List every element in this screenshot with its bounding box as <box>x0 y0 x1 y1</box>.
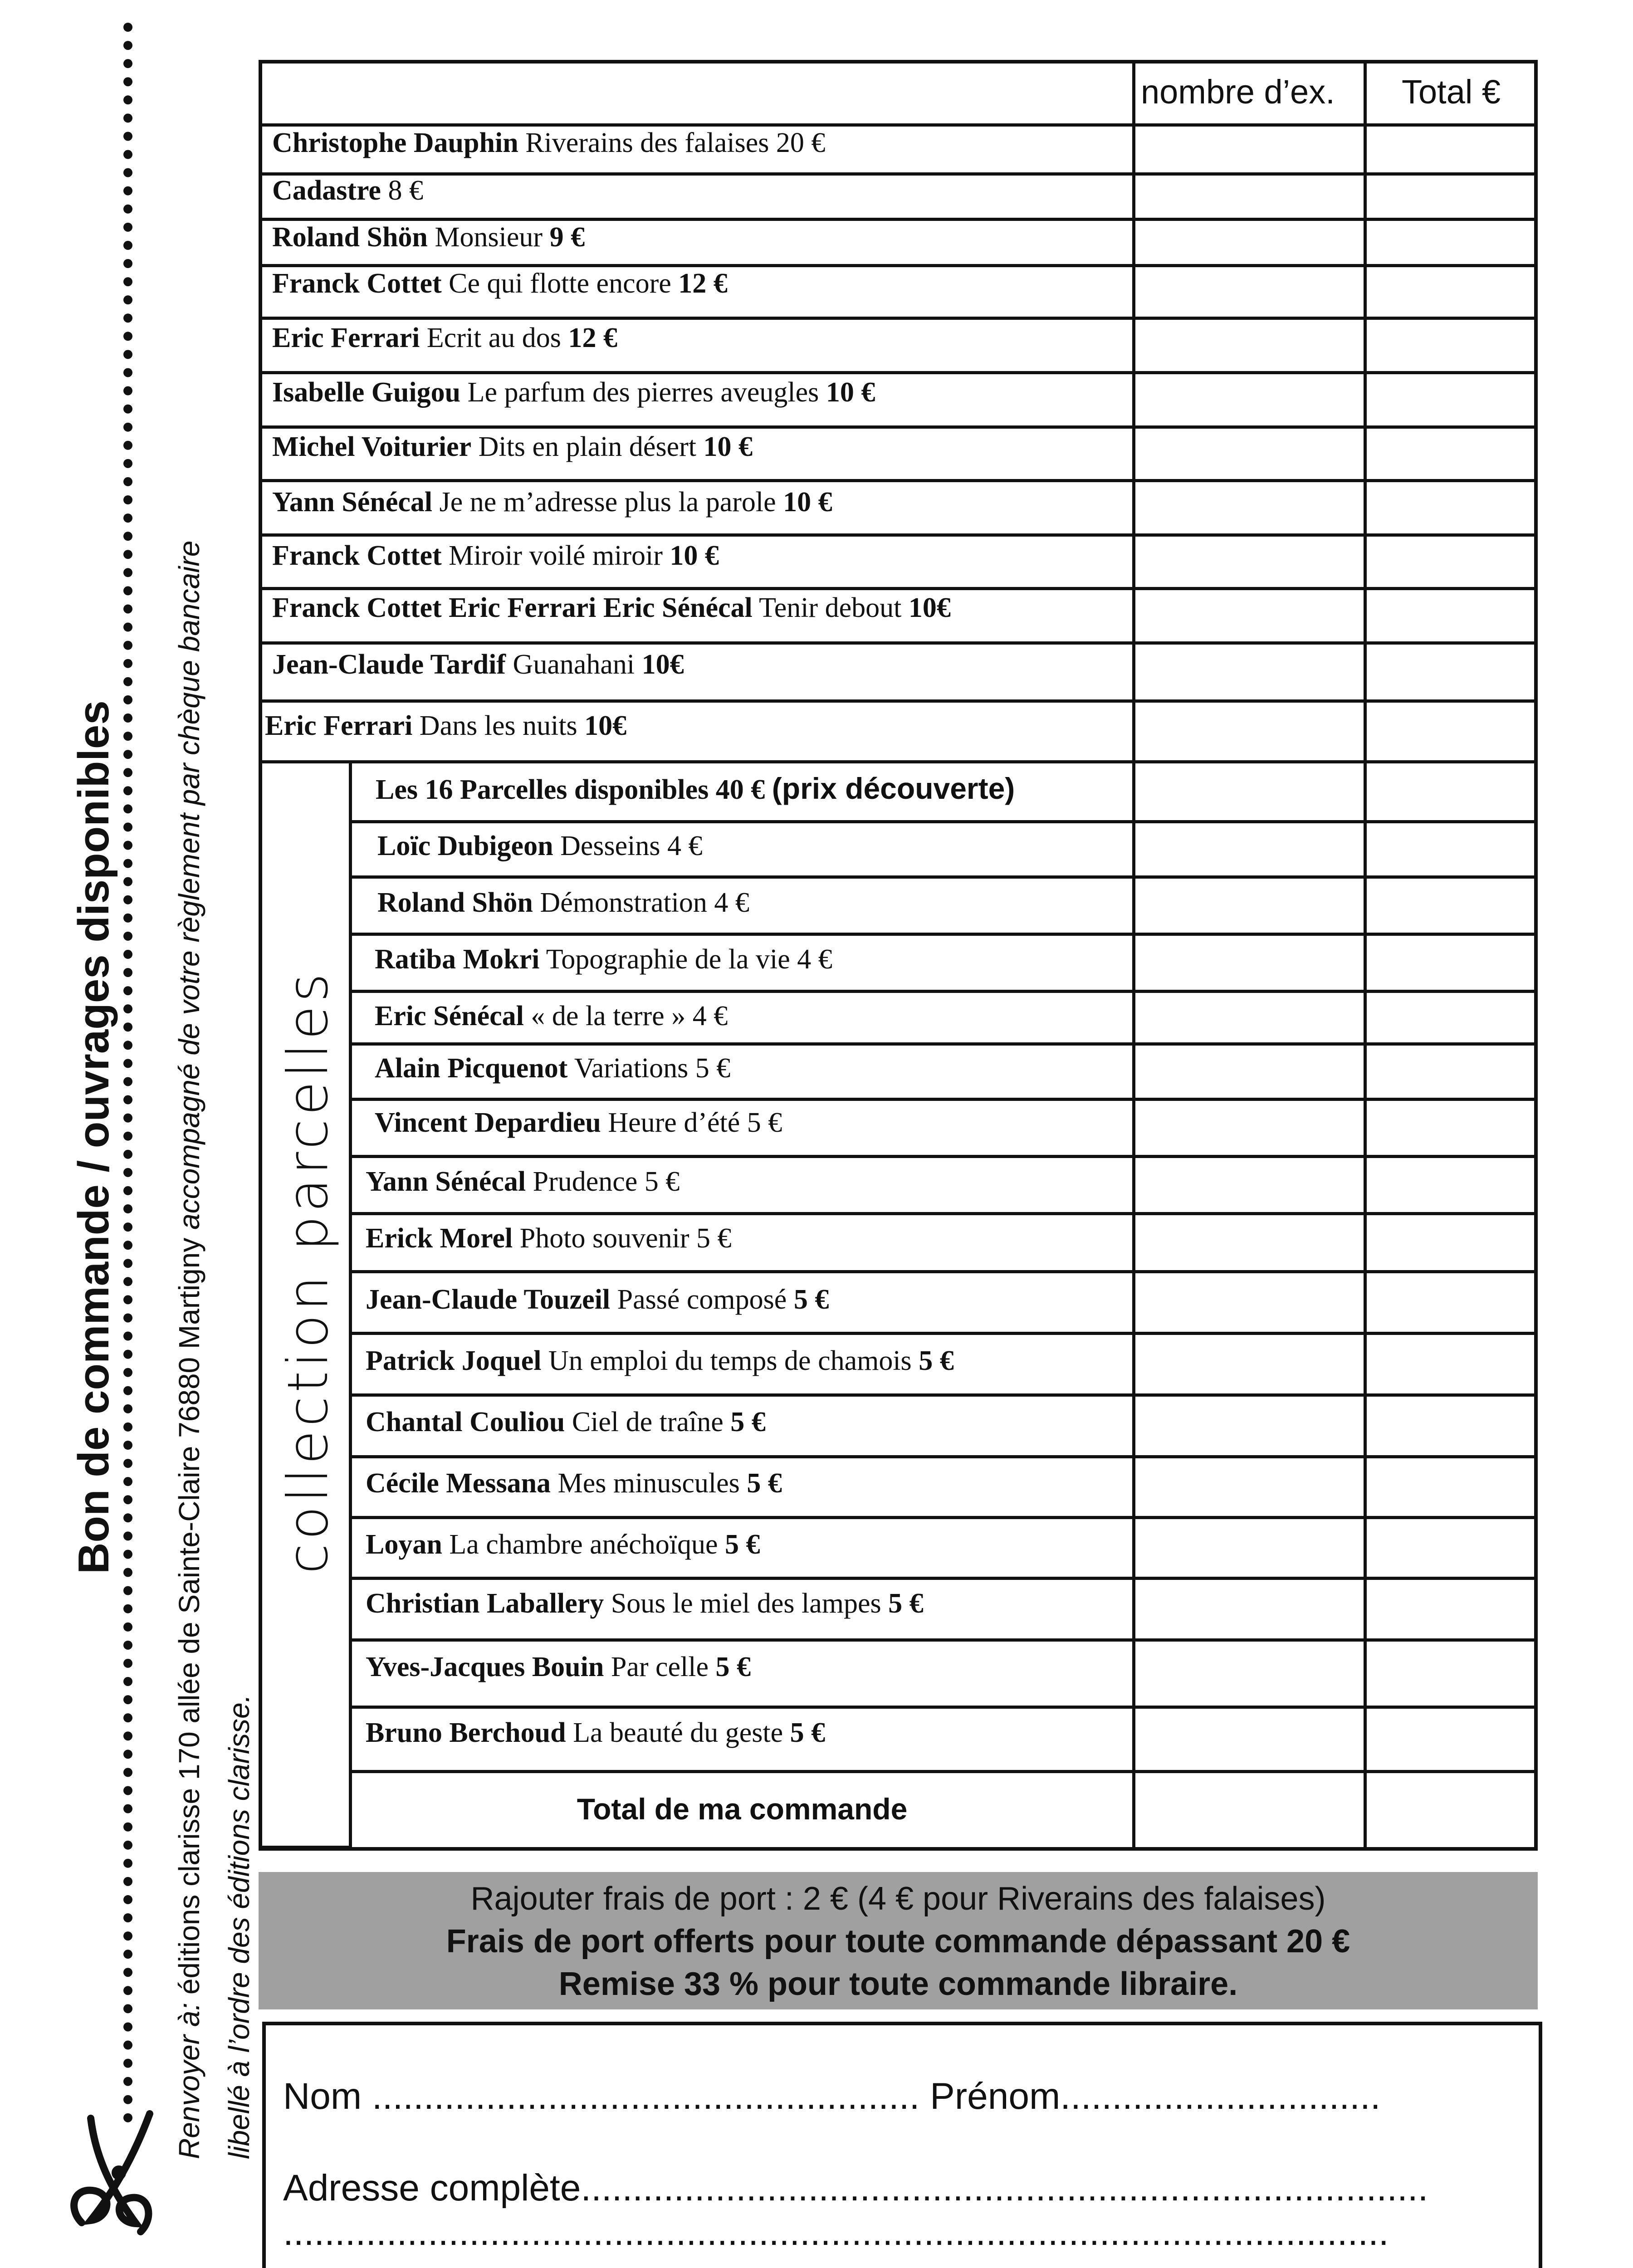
row-divider <box>259 317 1538 320</box>
collection-head-row: Les 16 Parcelles disponibles 40 € (prix découverte) <box>376 772 1015 805</box>
row-divider <box>259 218 1538 221</box>
collection-row: Yves-Jacques Bouin Par celle 5 € <box>366 1652 751 1682</box>
row-divider <box>352 1270 1538 1273</box>
collection-row: Loïc Dubigeon Desseins 4 € <box>377 831 703 861</box>
row-divider <box>259 123 1538 127</box>
book-row: Eric Ferrari Ecrit au dos 12 € <box>272 323 617 353</box>
collection-row: Chantal Couliou Ciel de traîne 5 € <box>366 1407 766 1437</box>
book-row: Isabelle Guigou Le parfum des pierres aveugles 10 € <box>272 377 875 408</box>
collection-row: Patrick Joquel Un emploi du temps de chamois 5 € <box>366 1345 954 1376</box>
collection-row: Bruno Berchoud La beauté du geste 5 € <box>366 1717 826 1748</box>
book-row: Cadastre 8 € <box>272 175 423 206</box>
row-divider <box>259 587 1538 590</box>
header-total: Total € <box>1402 73 1501 111</box>
row-divider <box>259 699 1538 703</box>
collection-row: Vincent Depardieu Heure d’été 5 € <box>375 1107 782 1138</box>
address-field-line-2[interactable]: ........................................................................................................... <box>283 2212 1389 2253</box>
row-divider <box>352 1212 1538 1215</box>
collection-row: Erick Morel Photo souvenir 5 € <box>366 1223 732 1254</box>
col-divider-qty <box>1132 60 1135 1851</box>
book-row: Jean-Claude Tardif Guanahani 10€ <box>272 649 684 680</box>
collection-row: Loyan La chambre anéchoïque 5 € <box>366 1529 760 1560</box>
collection-row: Roland Shön Démonstration 4 € <box>377 887 749 918</box>
collection-row: Christian Laballery Sous le miel des lampes 5 € <box>366 1588 924 1619</box>
book-row: Eric Ferrari Dans les nuits 10€ <box>265 710 627 741</box>
book-row: Michel Voiturier Dits en plain désert 10 € <box>272 431 753 462</box>
row-divider <box>352 820 1538 823</box>
book-row: Franck Cottet Miroir voilé miroir 10 € <box>272 540 719 571</box>
collection-row: Yann Sénécal Prudence 5 € <box>366 1166 680 1197</box>
book-row: Roland Shön Monsieur 9 € <box>272 222 585 253</box>
book-row: Franck Cottet Ce qui flotte encore 12 € <box>272 268 728 299</box>
row-divider <box>352 1455 1538 1458</box>
row-divider <box>259 760 1538 763</box>
row-divider <box>352 875 1538 879</box>
cut-line <box>123 23 132 2123</box>
order-total-label: Total de ma commande <box>577 1792 908 1826</box>
book-row: Franck Cottet Eric Ferrari Eric Sénécal Tenir debout 10€ <box>272 592 951 623</box>
discount-line: Remise 33 % pour toute commande libraire. <box>558 1966 1238 2002</box>
book-row: Yann Sénécal Je ne m’adresse plus la parole 10 € <box>272 487 832 518</box>
collection-row: Alain Picquenot Variations 5 € <box>375 1053 731 1084</box>
collection-row: Cécile Messana Mes minuscules 5 € <box>366 1468 782 1499</box>
customer-form <box>262 2022 1542 2268</box>
row-divider <box>259 371 1538 374</box>
row-divider <box>259 479 1538 482</box>
row-divider <box>352 1577 1538 1580</box>
book-row: Christophe Dauphin Riverains des falaises 20 € <box>272 127 826 158</box>
row-divider <box>259 641 1538 645</box>
row-divider <box>352 1332 1538 1335</box>
payment-note: libellé à l’ordre des éditions clarisse. <box>223 1694 255 2159</box>
row-divider <box>352 1098 1538 1101</box>
address-field[interactable]: Adresse complète.................................................................................. <box>283 2167 1428 2209</box>
collection-label: collection parcelles <box>276 969 340 1574</box>
row-divider <box>352 933 1538 936</box>
row-divider <box>259 264 1538 267</box>
row-divider <box>352 1393 1538 1397</box>
row-divider <box>352 1770 1538 1773</box>
row-divider <box>352 1516 1538 1519</box>
col-divider-total <box>1364 60 1367 1851</box>
row-divider <box>352 1638 1538 1642</box>
shipping-line-2: Frais de port offerts pour toute commande dépassant 20 € <box>446 1923 1350 1960</box>
shipping-line-1: Rajouter frais de port : 2 € (4 € pour Riverains des falaises) <box>470 1881 1326 1917</box>
collection-row: Jean-Claude Touzeil Passé composé 5 € <box>366 1284 829 1315</box>
name-field[interactable]: Nom ..................................................... Prénom............................... <box>283 2076 1381 2117</box>
row-divider <box>352 990 1538 993</box>
row-divider <box>352 1155 1538 1158</box>
header-qty: nombre d’ex. <box>1141 73 1335 111</box>
row-divider <box>259 425 1538 429</box>
return-address: Renvoyer à: éditions clarisse 170 allée de Sainte-Claire 76880 Martigny accompagné de votre règlement par chèque bancaire <box>173 540 205 2159</box>
collection-row: Ratiba Mokri Topographie de la vie 4 € <box>375 944 832 975</box>
row-divider <box>259 172 1538 176</box>
collection-column <box>259 762 352 1849</box>
page-title: Bon de commande / ouvrages disponibles <box>69 700 118 1574</box>
row-divider <box>259 533 1538 537</box>
shipping-notice <box>259 1872 1538 2009</box>
row-divider <box>352 1042 1538 1046</box>
scissors-icon <box>64 2105 163 2241</box>
row-divider <box>352 1706 1538 1709</box>
collection-row: Eric Sénécal « de la terre » 4 € <box>375 1001 728 1031</box>
